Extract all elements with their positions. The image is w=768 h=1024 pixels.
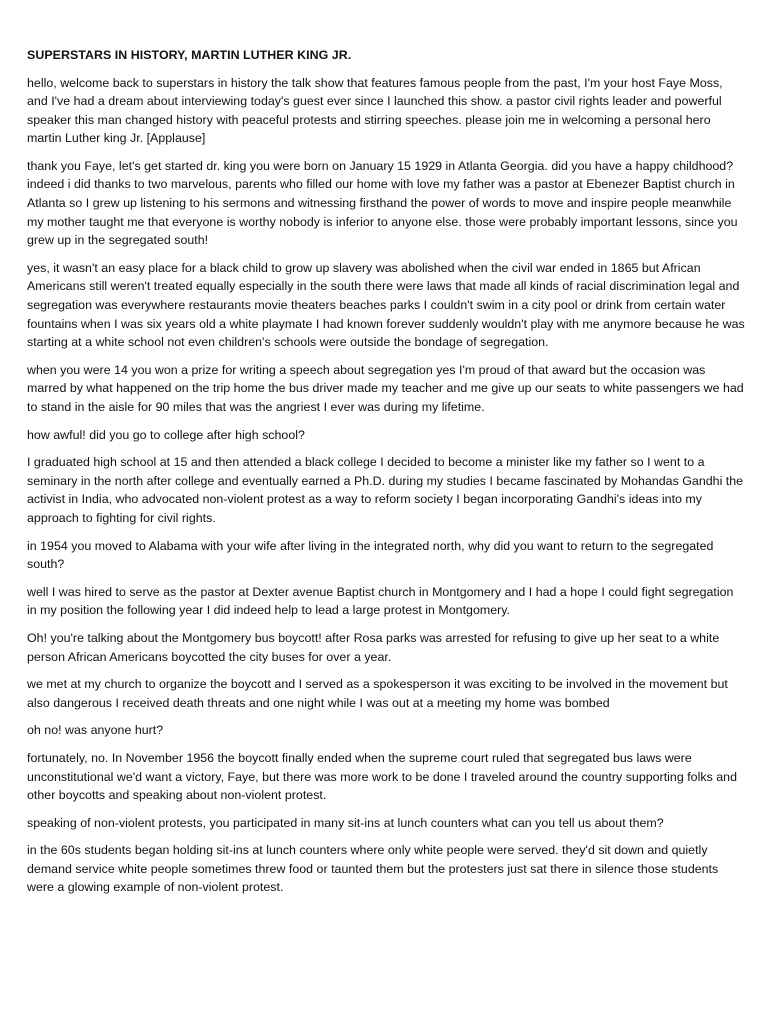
paragraph: I graduated high school at 15 and then attended a black college I decided to become a minister like my father so I went to a seminary in the north after college and eventually earned a Ph.D. during my studies I became fascinated by Mohandas Gandhi the activist in India, who advocated non-violent protest as a way to reform society I began incorporating Gandhi's ideas into my approach to fighting for civil rights. bbox=[27, 455, 744, 525]
paragraph: when you were 14 you won a prize for writing a speech about segregation yes I'm proud of that award but the occasion was marred by what happened on the trip home the bus driver made my teacher and me give up our seats to white passengers we had to stand in the aisle for 90 miles that was the angriest I ever was during my lifetime. bbox=[27, 362, 744, 414]
paragraph: well I was hired to serve as the pastor at Dexter avenue Baptist church in Montgomery and I had a hope I could fight segregation in my position the following year I did indeed help to lead a large protest in Montgomery. bbox=[27, 584, 734, 618]
paragraph: how awful! did you go to college after high school? bbox=[27, 427, 305, 442]
paragraph: hello, welcome back to superstars in history the talk show that features famous people from the past, I'm your host Faye Moss, and I've had a dream about interviewing today's guest ever since I launched this show. a pastor civil rights leader and powerful speaker this man changed history with peaceful protests and stirring speeches. please join me in welcoming a personal hero martin Luther king Jr. [Applause] bbox=[27, 75, 723, 146]
paragraph: fortunately, no. In November 1956 the boycott finally ended when the supreme court ruled that segregated bus laws were unconstitutional we'd want a victory, Faye, but there was more work to be done I traveled around the country supporting folks and other boycotts and speaking about non-violent protest. bbox=[27, 750, 737, 803]
paragraph: in the 60s students began holding sit-ins at lunch counters where only white people were served. they'd sit down and quietly demand service white people sometimes threw food or taunted them but the protesters just sat there in silence those students were a glowing example of non-violent protest. bbox=[27, 843, 719, 895]
paragraph: thank you Faye, let's get started dr. king you were born on January 15 1929 in Atlanta Georgia. did you have a happy childhood? indeed i did thanks to two marvelous, parents who filled our home with love my father was a pastor at Ebenezer Baptist church in Atlanta so I grew up listening to his sermons and witnessing firsthand the power of words to move and inspire people meanwhile my mother taught me that everyone is worthy nobody is inferior to anyone else. those were probably important lessons, since you grew up in the segregated south! bbox=[27, 158, 738, 248]
paragraph: oh no! was anyone hurt? bbox=[27, 723, 164, 738]
paragraph: in 1954 you moved to Alabama with your wife after living in the integrated north, why did you want to return to the segregated south? bbox=[27, 538, 714, 572]
paragraph: we met at my church to organize the boycott and I served as a spokesperson it was exciting to be involved in the movement but also dangerous I received death threats and one night while I was out at a meeting my home was bombed bbox=[27, 677, 728, 710]
paragraph: yes, it wasn't an easy place for a black child to grow up slavery was abolished when the civil war ended in 1865 but African Americans still weren't treated equally especially in the south there were laws that made all kinds of racial discrimination legal and segregation was everywhere restaurants movie theaters beaches parks I couldn't swim in a city pool or drink from certain water fountains when I was six years old a white playmate I had known forever suddenly wouldn't play with me anymore because he was starting at a white school not even children's schools were outside the bondage of segregation. bbox=[27, 260, 745, 350]
document-title: SUPERSTARS IN HISTORY, MARTIN LUTHER KING JR. bbox=[27, 48, 352, 62]
paragraph: Oh! you're talking about the Montgomery bus boycott! after Rosa parks was arrested for refusing to give up her seat to a white person African Americans boycotted the city buses for over a year. bbox=[27, 630, 720, 664]
paragraph: speaking of non-violent protests, you participated in many sit-ins at lunch counters what can you tell us about them? bbox=[27, 815, 664, 830]
